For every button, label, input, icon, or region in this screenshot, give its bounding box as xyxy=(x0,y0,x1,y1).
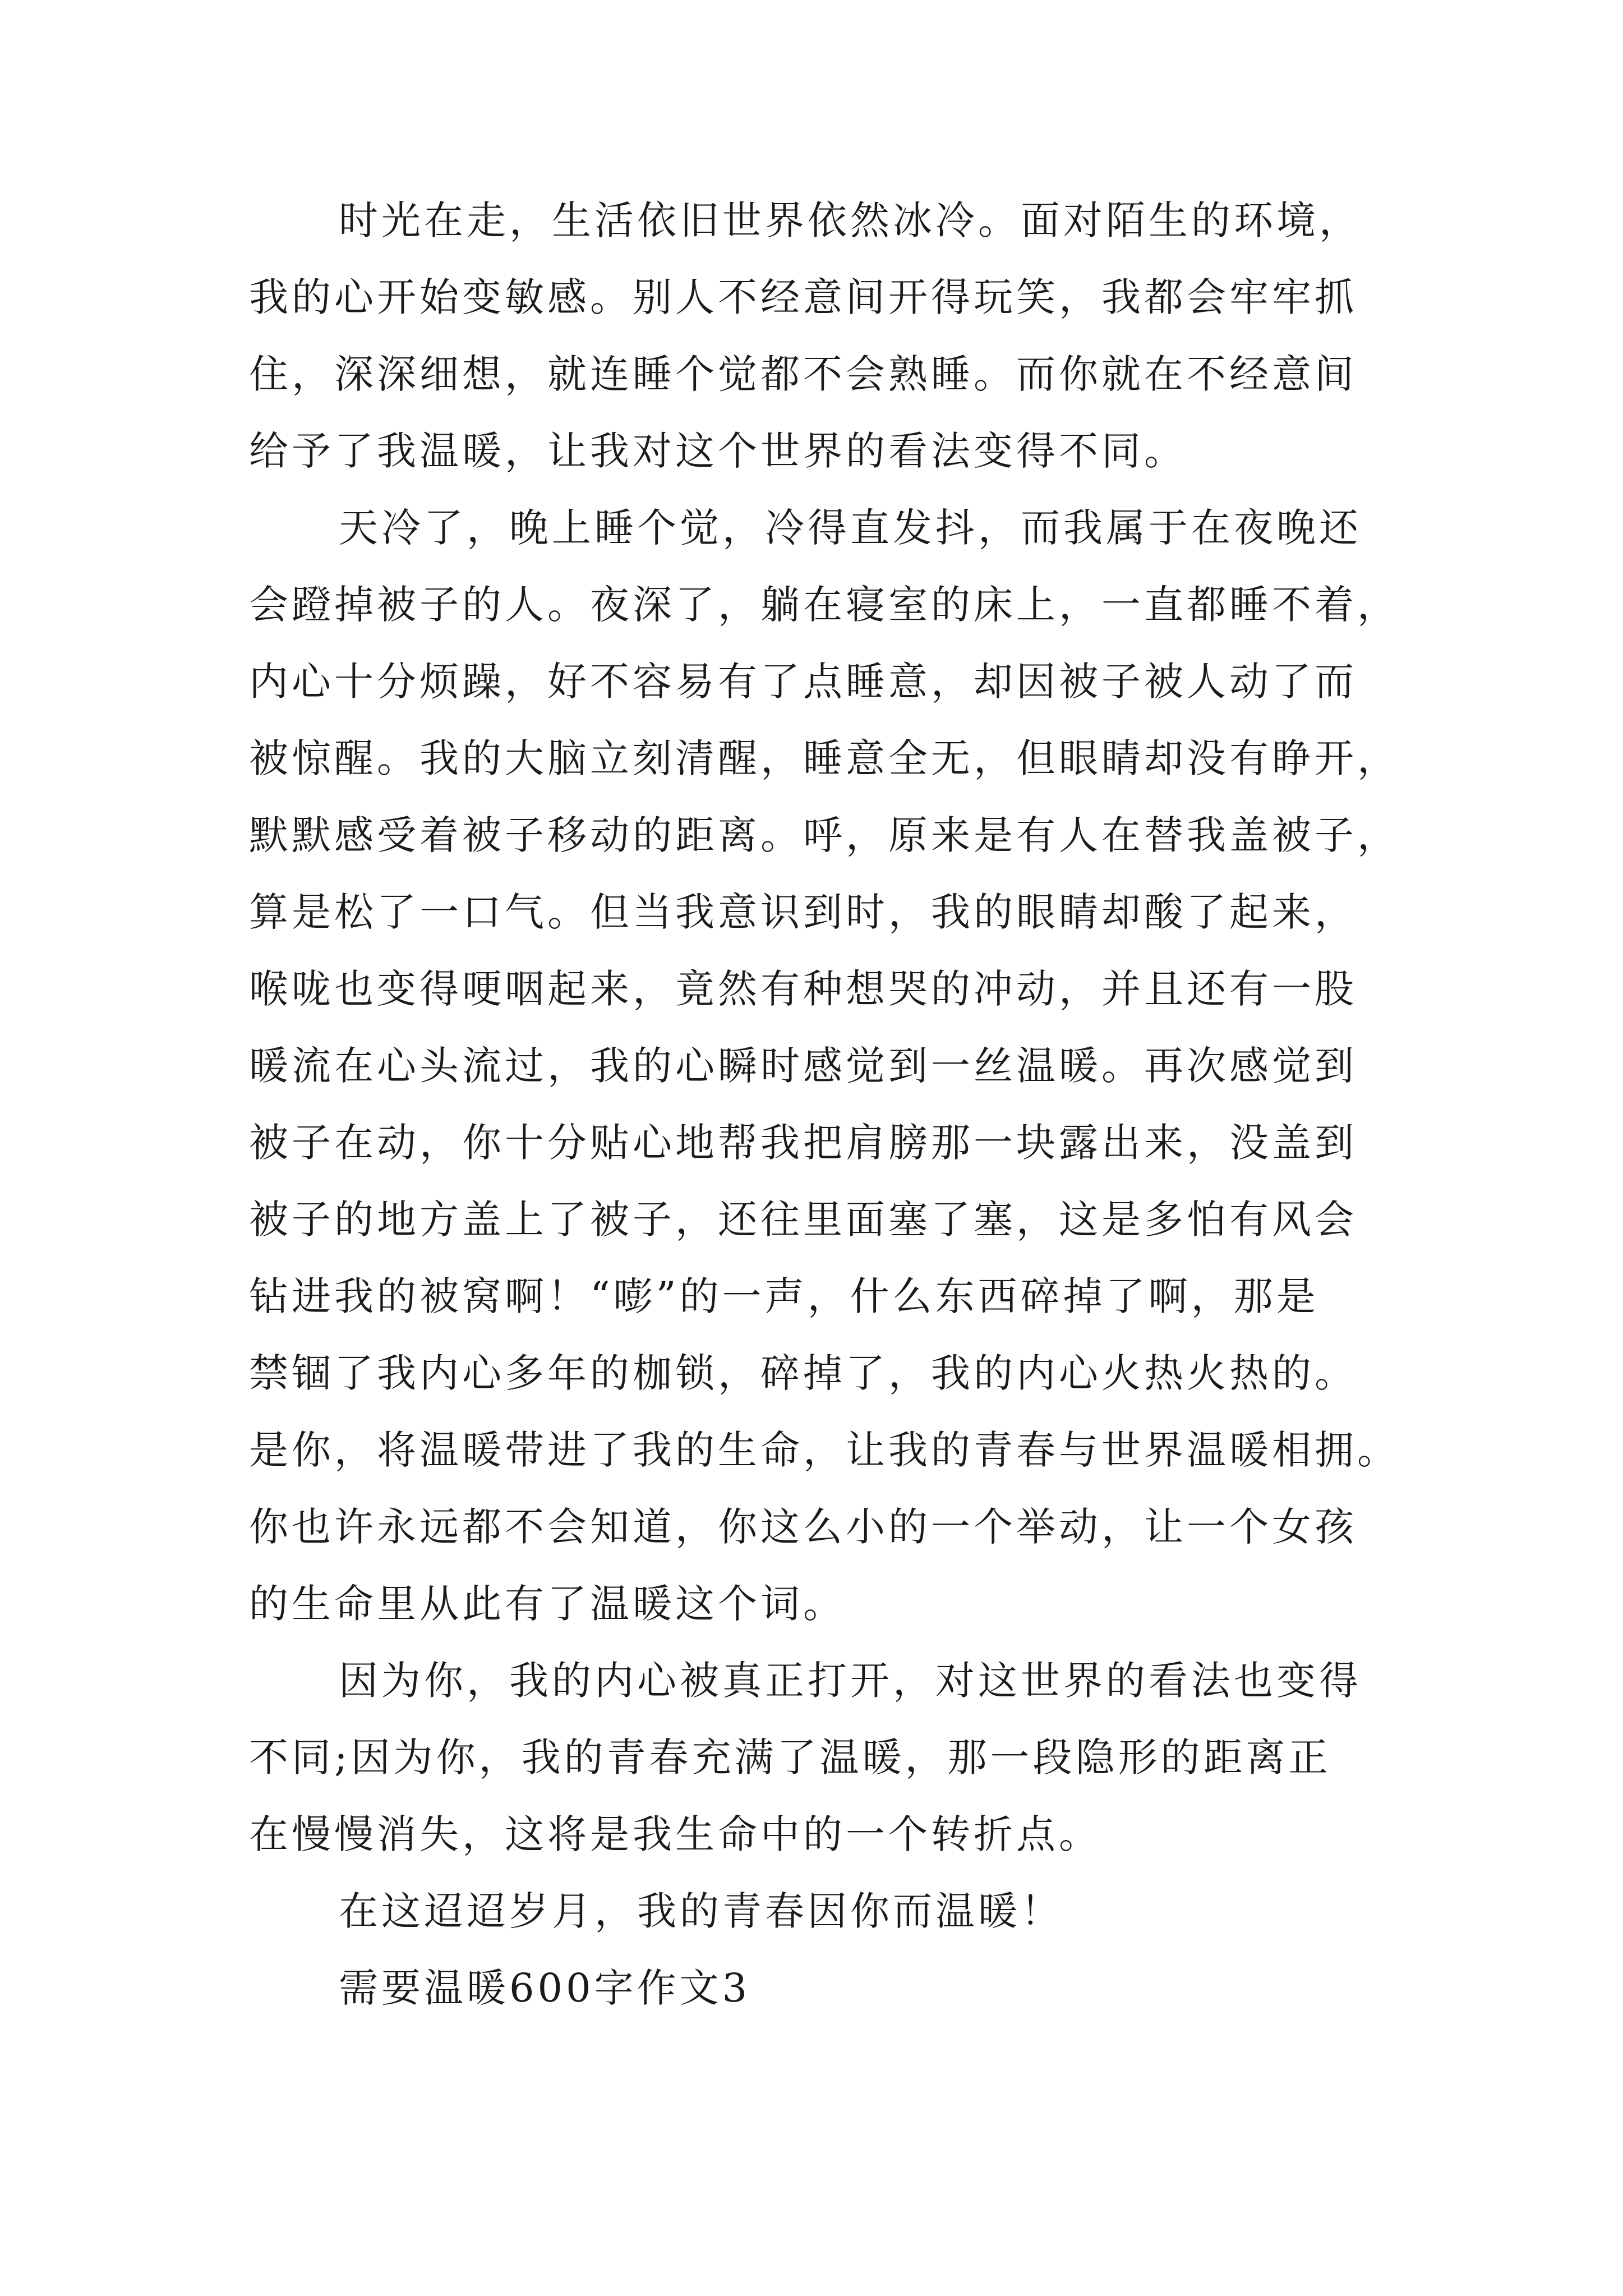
text-line: 你也许永远都不会知道，你这么小的一个举动，让一个女孩 xyxy=(249,1504,1357,1550)
text-line: 钻进我的被窝啊！“嘭”的一声，什么东西碎掉了啊，那是 xyxy=(249,1273,1319,1319)
text-line: 被子的地方盖上了被子，还往里面塞了塞，这是多怕有风会 xyxy=(249,1197,1357,1243)
text-line: 时光在走，生活依旧世界依然冰冷。面对陌生的环境， xyxy=(339,197,1362,243)
text-line: 因为你，我的内心被真正打开，对这世界的看法也变得 xyxy=(339,1658,1362,1704)
text-line: 不同;因为你，我的青春充满了温暖，那一段隐形的距离正 xyxy=(249,1734,1331,1780)
text-line: 喉咙也变得哽咽起来，竟然有种想哭的冲动，并且还有一股 xyxy=(249,966,1357,1012)
text-line: 内心十分烦躁，好不容易有了点睡意，却因被子被人动了而 xyxy=(249,659,1357,705)
text-line: 算是松了一口气。但当我意识到时，我的眼睛却酸了起来， xyxy=(249,889,1357,935)
text-line: 是你，将温暖带进了我的生命，让我的青春与世界温暖相拥。 xyxy=(249,1427,1400,1473)
text-line: 我的心开始变敏感。别人不经意间开得玩笑，我都会牢牢抓 xyxy=(249,274,1357,320)
text-line: 暖流在心头流过，我的心瞬时感觉到一丝温暖。再次感觉到 xyxy=(249,1043,1357,1089)
text-line: 给予了我温暖，让我对这个世界的看法变得不同。 xyxy=(249,428,1187,474)
text-line: 在慢慢消失，这将是我生命中的一个转折点。 xyxy=(249,1811,1101,1857)
text-line: 天冷了，晚上睡个觉，冷得直发抖，而我属于在夜晚还 xyxy=(339,505,1362,551)
text-line: 在这迢迢岁月，我的青春因你而温暖！ xyxy=(339,1888,1063,1934)
text-line: 默默感受着被子移动的距离。呼，原来是有人在替我盖被子， xyxy=(249,812,1400,858)
heading-line: 需要温暖600字作文3 xyxy=(339,1965,751,2011)
text-line: 被惊醒。我的大脑立刻清醒，睡意全无，但眼睛却没有睁开， xyxy=(249,735,1400,781)
text-line: 会蹬掉被子的人。夜深了，躺在寝室的床上，一直都睡不着， xyxy=(249,582,1400,628)
text-line: 的生命里从此有了温暖这个词。 xyxy=(249,1581,846,1627)
text-line: 禁锢了我内心多年的枷锁，碎掉了，我的内心火热火热的。 xyxy=(249,1350,1357,1396)
text-line: 住，深深细想，就连睡个觉都不会熟睡。而你就在不经意间 xyxy=(249,351,1357,397)
text-line: 被子在动，你十分贴心地帮我把肩膀那一块露出来，没盖到 xyxy=(249,1120,1357,1166)
